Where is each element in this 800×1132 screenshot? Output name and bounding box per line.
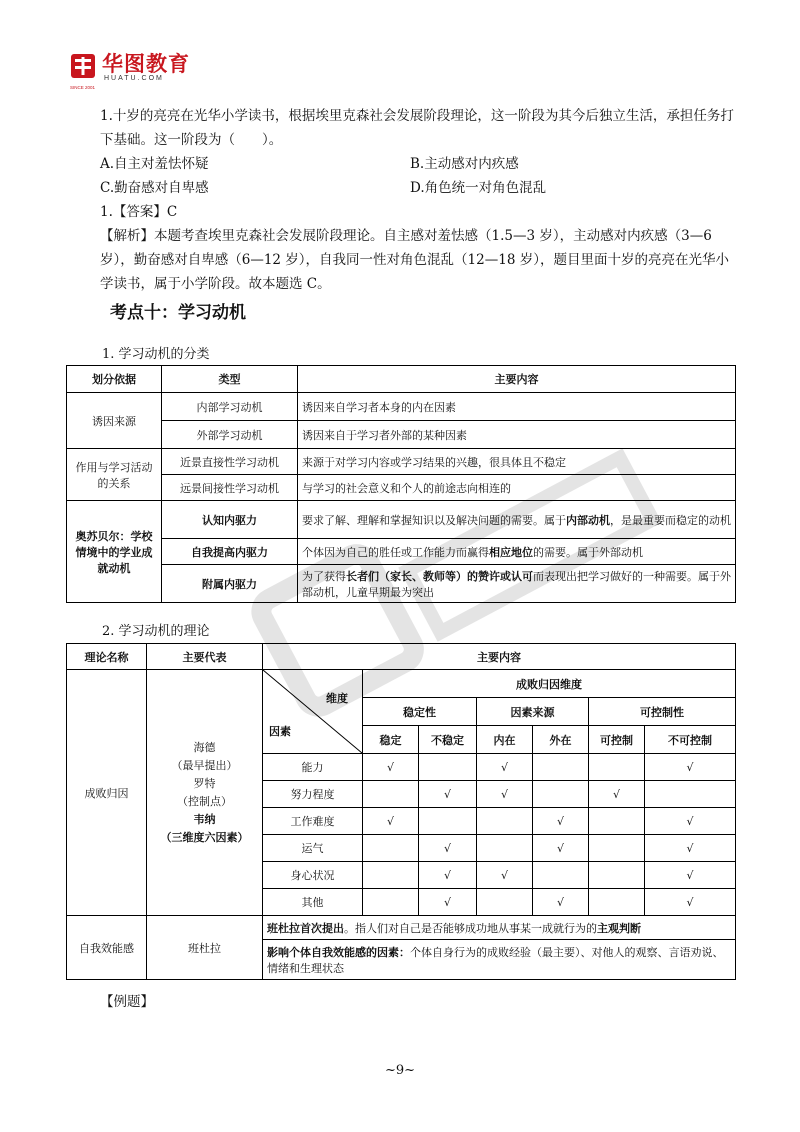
- check-cell: √: [419, 835, 477, 862]
- check-cell: [363, 862, 419, 889]
- check-cell: [589, 889, 645, 916]
- question-block: [100, 104, 740, 296]
- subdim: 可控制: [589, 726, 645, 754]
- check-cell: √: [645, 889, 736, 916]
- check-cell: [533, 754, 589, 781]
- col-header-basis: 划分依据: [67, 366, 162, 393]
- motivation-classification-table: [66, 365, 736, 603]
- check-cell: √: [645, 862, 736, 889]
- type-cell: 近景直接性学习动机: [162, 449, 298, 475]
- group-label: 奥苏贝尔：学校情境中的学业成就动机: [67, 501, 162, 603]
- analysis: 【解析】本题考查埃里克森社会发展阶段理论。自主感对羞怯感（1.5—3 岁），主动感对内疚感（3—6 岁），勤奋感对自卑感（6—12 岁），自我同一性对角色混乱（12—18 岁），题目里面十岁的亮亮在光华小学读书，属于小学阶段。故本题选 C。: [100, 228, 729, 292]
- check-cell: [363, 835, 419, 862]
- type-cell: 自我提高内驱力: [162, 539, 298, 565]
- type-cell: 附属内驱力: [162, 565, 298, 603]
- option-c: C.勤奋感对自卑感: [100, 180, 209, 196]
- check-cell: √: [363, 754, 419, 781]
- dim-locus: 因素来源: [477, 698, 589, 726]
- check-cell: [589, 808, 645, 835]
- answer: 1.【答案】C: [100, 204, 178, 220]
- options: [100, 152, 740, 200]
- check-cell: [589, 754, 645, 781]
- type-cell: 认知内驱力: [162, 501, 298, 539]
- check-cell: [477, 835, 533, 862]
- check-cell: √: [645, 808, 736, 835]
- content-cell: 为了获得长者们（家长、教师等）的赞许或认可而表现出把学习做好的一种需要。属于外部动机，儿童早期最为突出: [298, 565, 736, 603]
- option-a: A.自主对羞怯怀疑: [100, 156, 209, 172]
- subdim: 稳定: [363, 726, 419, 754]
- col-header-main-content: 主要内容: [263, 644, 736, 670]
- factor-name: 身心状况: [263, 862, 363, 889]
- theory-name-efficacy: 自我效能感: [67, 916, 147, 980]
- check-cell: √: [477, 754, 533, 781]
- content-cell: 来源于对学习内容或学习结果的兴趣，很具体且不稳定: [298, 449, 736, 475]
- factor-name: 能力: [263, 754, 363, 781]
- logo-cn: 华图教育: [102, 51, 190, 76]
- subdim: 不稳定: [419, 726, 477, 754]
- dim-controllability: 可控制性: [589, 698, 736, 726]
- type-cell: 内部学习动机: [162, 393, 298, 421]
- col-header-type: 类型: [162, 366, 298, 393]
- col-header-representative: 主要代表: [147, 644, 263, 670]
- factor-name: 运气: [263, 835, 363, 862]
- logo-since: SINCE 2001: [70, 85, 96, 90]
- type-cell: 远景间接性学习动机: [162, 475, 298, 501]
- check-cell: √: [645, 835, 736, 862]
- table1-caption: 1. 学习动机的分类: [102, 347, 210, 362]
- group-label: 诱因来源: [67, 393, 162, 449]
- check-cell: √: [533, 808, 589, 835]
- check-cell: √: [419, 889, 477, 916]
- check-cell: √: [645, 754, 736, 781]
- check-cell: [419, 754, 477, 781]
- factor-name: 工作难度: [263, 808, 363, 835]
- col-header-content: 主要内容: [298, 366, 736, 393]
- check-cell: √: [533, 889, 589, 916]
- example-label: 【例题】: [100, 994, 154, 1010]
- check-cell: [645, 781, 736, 808]
- efficacy-definition: 班杜拉首次提出。指人们对自己是否能够成功地从事某一成就行为的主观判断: [263, 916, 736, 940]
- check-cell: [589, 835, 645, 862]
- check-cell: √: [363, 808, 419, 835]
- huatu-logo: [70, 51, 190, 90]
- check-cell: [363, 781, 419, 808]
- option-d: D.角色统一对角色混乱: [410, 180, 547, 196]
- check-cell: [533, 862, 589, 889]
- logo-mark-icon: [70, 52, 96, 90]
- check-cell: [589, 862, 645, 889]
- content-cell: 与学习的社会意义和个人的前途志向相连的: [298, 475, 736, 501]
- rep-bandura: 班杜拉: [147, 916, 263, 980]
- check-cell: √: [477, 862, 533, 889]
- section-title: 考点十：学习动机: [110, 303, 246, 323]
- page-number: ~9~: [384, 1063, 416, 1078]
- check-cell: [477, 889, 533, 916]
- table2-caption: 2. 学习动机的理论: [102, 624, 210, 639]
- attribution-dimension-title: 成败归因维度: [363, 670, 736, 698]
- content-cell: 诱因来自学习者本身的内在因素: [298, 393, 736, 421]
- logo-en: HUATU.COM: [104, 74, 164, 82]
- check-cell: [533, 781, 589, 808]
- theory-name: 成败归因: [67, 670, 147, 916]
- option-b: B.主动感对内疚感: [410, 156, 519, 172]
- subdim: 内在: [477, 726, 533, 754]
- content-cell: 诱因来自于学习者外部的某种因素: [298, 421, 736, 449]
- content-cell: 个体因为自己的胜任或工作能力而赢得相应地位的需要。属于外部动机: [298, 539, 736, 565]
- check-cell: [477, 808, 533, 835]
- type-cell: 外部学习动机: [162, 421, 298, 449]
- subdim: 外在: [533, 726, 589, 754]
- check-cell: √: [419, 862, 477, 889]
- representatives: 海德 （最早提出） 罗特 （控制点） 韦纳 （三维度六因素）: [147, 670, 263, 916]
- motivation-theory-table: [66, 643, 736, 980]
- dim-stability: 稳定性: [363, 698, 477, 726]
- dimension-factor-corner: 维度 因素: [263, 670, 363, 754]
- factor-name: 努力程度: [263, 781, 363, 808]
- check-cell: [363, 889, 419, 916]
- content-cell: 要求了解、理解和掌握知识以及解决问题的需要。属于内部动机，是最重要而稳定的动机: [298, 501, 736, 539]
- efficacy-factors: 影响个体自我效能感的因素：个体自身行为的成败经验（最主要）、对他人的观察、言语劝说、情绪和生理状态: [263, 940, 736, 980]
- subdim: 不可控制: [645, 726, 736, 754]
- check-cell: √: [589, 781, 645, 808]
- check-cell: √: [419, 781, 477, 808]
- check-cell: √: [533, 835, 589, 862]
- factor-name: 其他: [263, 889, 363, 916]
- group-label: 作用与学习活动的关系: [67, 449, 162, 501]
- col-header-theory: 理论名称: [67, 644, 147, 670]
- check-cell: [419, 808, 477, 835]
- check-cell: √: [477, 781, 533, 808]
- question-stem: 1.十岁的亮亮在光华小学读书，根据埃里克森社会发展阶段理论，这一阶段为其今后独立生活，承担任务打下基础。这一阶段为（ ）。: [100, 108, 734, 148]
